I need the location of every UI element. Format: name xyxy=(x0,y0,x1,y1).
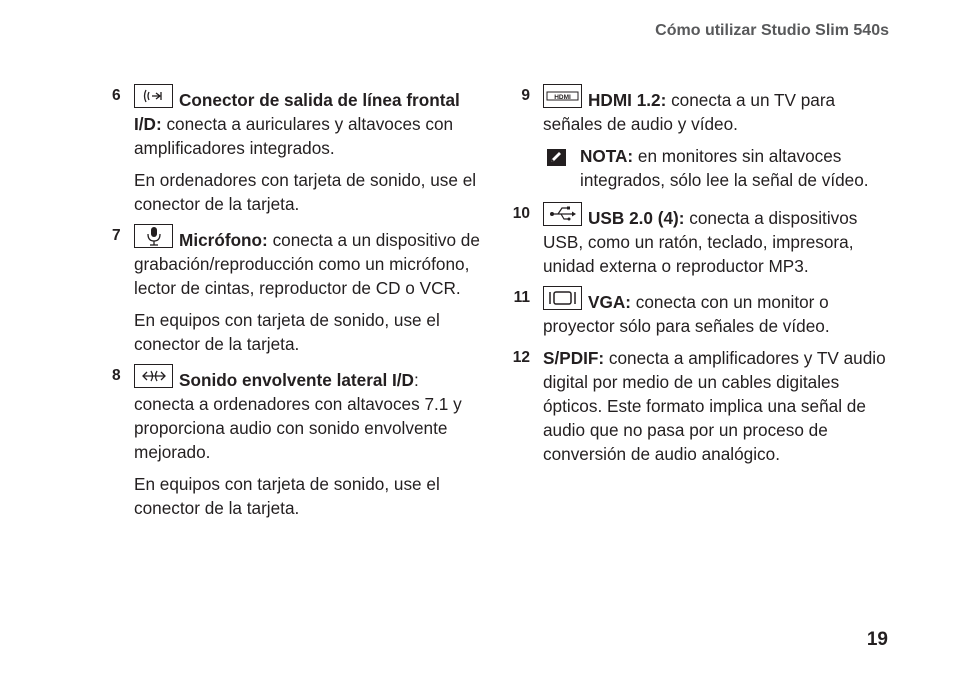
microphone-icon xyxy=(134,224,173,248)
usb-icon xyxy=(543,202,582,226)
surround-icon xyxy=(134,364,173,388)
item-text: : conecta a ordenadores con altavoces 7.1 y proporciona audio con sonido envolvente mejorado. xyxy=(134,370,462,462)
note-text: en monitores sin altavoces integrados, sólo lee la señal de vídeo. xyxy=(580,146,869,190)
note-block xyxy=(543,144,895,192)
list-item xyxy=(112,224,482,356)
list-item xyxy=(510,346,895,466)
line-out-icon xyxy=(134,84,173,108)
item-term: Micrófono: xyxy=(179,230,268,250)
pencil-note-icon xyxy=(547,148,566,172)
item-number: 10 xyxy=(512,205,530,222)
running-header: Cómo utilizar Studio Slim 540s xyxy=(655,22,889,39)
note-term: NOTA: xyxy=(580,146,634,166)
item-extra: En ordenadores con tarjeta de sonido, use el conector de la tarjeta. xyxy=(134,170,477,214)
item-term: VGA: xyxy=(588,292,631,312)
item-text: conecta a auriculares y altavoces con amplificadores integrados. xyxy=(134,114,454,158)
item-text: conecta a dispositivos USB, como un ratón, teclado, impresora, unidad externa o reproductor MP3. xyxy=(543,208,858,276)
list-item xyxy=(510,202,895,278)
hdmi-icon xyxy=(543,84,582,108)
item-text: conecta a un dispositivo de grabación/reproducción como un micrófono, lector de cintas, reproductor de CD o VCR. xyxy=(134,230,480,298)
item-text: conecta a amplificadores y TV audio digital por medio de un cables digitales ópticos. Este formato implica una señal de audio que no pasa por un proceso de conversión de audio analógico. xyxy=(543,348,886,464)
vga-icon xyxy=(543,286,582,310)
list-item xyxy=(510,286,895,338)
item-text: conecta con un monitor o proyector sólo para señales de vídeo. xyxy=(543,292,830,336)
item-term: S/PDIF: xyxy=(543,348,605,368)
item-text: conecta a un TV para señales de audio y vídeo. xyxy=(543,90,836,134)
item-term: Conector de salida de línea frontal I/D: xyxy=(134,90,460,134)
item-term: Sonido envolvente lateral I/D xyxy=(179,370,414,390)
item-extra: En equipos con tarjeta de sonido, use el conector de la tarjeta. xyxy=(134,474,440,518)
svg-text:HDMI: HDMI xyxy=(554,93,571,101)
right-column xyxy=(510,84,895,474)
item-number: 6 xyxy=(112,87,121,104)
page-number: 19 xyxy=(866,629,888,650)
list-item xyxy=(112,84,482,216)
item-number: 12 xyxy=(512,349,530,366)
item-number: 11 xyxy=(513,289,530,306)
left-column xyxy=(112,84,482,528)
list-item xyxy=(112,364,482,520)
item-term: HDMI 1.2: xyxy=(588,90,667,110)
list-item xyxy=(510,84,895,192)
item-number: 9 xyxy=(521,87,530,104)
item-number: 7 xyxy=(112,227,121,244)
item-extra: En equipos con tarjeta de sonido, use el conector de la tarjeta. xyxy=(134,310,440,354)
item-term: USB 2.0 (4): xyxy=(588,208,685,228)
item-number: 8 xyxy=(112,367,121,384)
